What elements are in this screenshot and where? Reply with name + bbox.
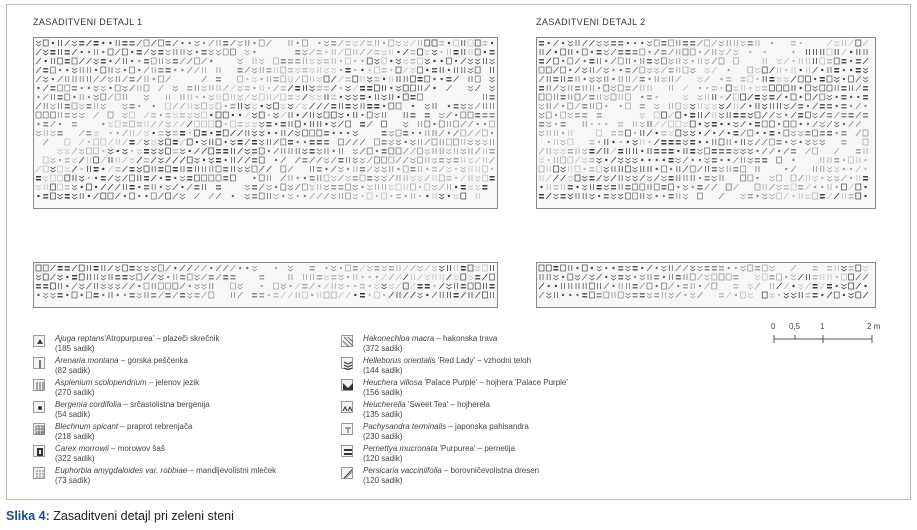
legend-common-name: – mandljevolistni mleček xyxy=(187,466,277,475)
planting-pattern xyxy=(537,263,875,307)
carex-icon xyxy=(33,445,45,457)
legend-common-name: 'Red Lady' – vzhodni teloh xyxy=(435,356,532,365)
euphorbia-icon xyxy=(33,467,45,479)
planting-plan-detail1-section xyxy=(33,262,498,308)
legend-latin-name: Blechnum spicant xyxy=(55,422,119,431)
planting-plan-detail1-elevation xyxy=(33,37,498,209)
legend-count: (82 sadik) xyxy=(55,366,91,375)
legend-species-name xyxy=(55,356,188,365)
planting-plan-detail2-section xyxy=(536,262,876,308)
arenaria-icon xyxy=(33,357,45,369)
legend-latin-name: Heucherella xyxy=(363,400,406,409)
asplenium-icon xyxy=(33,379,45,391)
scale-tick-half: 0,5 xyxy=(789,322,801,331)
legend-species-name xyxy=(55,444,165,453)
detail2-title: ZASADITVENI DETAJL 2 xyxy=(536,17,646,27)
legend-common-name: 'Purpurea' – pernetija xyxy=(437,444,516,453)
legend-common-name: – praprot rebrenjača xyxy=(118,422,193,431)
legend-species-name xyxy=(363,444,515,453)
ajuga-icon xyxy=(33,335,45,347)
heucherella-icon xyxy=(341,401,353,413)
legend-species-name xyxy=(55,334,219,343)
legend-count: (120 sadik) xyxy=(363,454,403,463)
legend-latin-name: Euphorbia amygdaloides var. robbiae xyxy=(55,466,188,475)
legend-count: (185 sadik) xyxy=(55,344,95,353)
scale-bar xyxy=(771,322,881,346)
legend-species-name xyxy=(363,422,529,431)
legend-latin-name: Asplenium scolopendrium xyxy=(55,378,147,387)
pernettya-icon xyxy=(341,445,353,457)
legend-latin-name: Bergenia cordifolia xyxy=(55,400,122,409)
legend-common-name: – japonska pahisandra xyxy=(446,422,529,431)
legend-species-name xyxy=(55,422,192,431)
planting-pattern xyxy=(537,38,875,208)
legend-latin-name: Pachysandra terminalis xyxy=(363,422,447,431)
caption-text: Zasaditveni detajl pri zeleni steni xyxy=(49,509,234,523)
detail1-title: ZASADITVENI DETAJL 1 xyxy=(33,17,143,27)
figure-caption xyxy=(6,509,234,523)
blechnum-icon xyxy=(33,423,45,435)
scale-tick-0: 0 xyxy=(771,322,776,331)
planting-plan-detail2-elevation xyxy=(536,37,876,209)
legend-common-name: – hakonska trava xyxy=(434,334,498,343)
scale-tick-2m: 2 m xyxy=(867,322,881,331)
legend-count: (322 sadik) xyxy=(55,454,95,463)
legend-species-name xyxy=(55,378,199,387)
legend-latin-name: Ajuga reptans xyxy=(55,334,105,343)
legend-count: (156 sadik) xyxy=(363,388,403,397)
scale-tick-1: 1 xyxy=(820,322,825,331)
legend-count: (144 sadik) xyxy=(363,366,403,375)
legend-common-name: – borovničevolistna dresen xyxy=(441,466,540,475)
scale-bar-line xyxy=(771,322,881,346)
legend-latin-name: Pernettya mucronata xyxy=(363,444,438,453)
legend-common-name: 'Palace Purple' – hojhera 'Palace Purple' xyxy=(422,378,568,387)
legend-count: (54 sadik) xyxy=(55,410,91,419)
legend-count: (270 sadik) xyxy=(55,388,95,397)
legend-common-name: – morowov šaš xyxy=(108,444,165,453)
legend-common-name: 'Sweet Tea' – hojherela xyxy=(405,400,490,409)
legend-latin-name: Carex morrowii xyxy=(55,444,109,453)
planting-pattern xyxy=(34,38,497,208)
legend-latin-name: Arenaria montana xyxy=(55,356,119,365)
legend-latin-name: Helleborus orientalis xyxy=(363,356,436,365)
legend-common-name: – jelenov jezik xyxy=(146,378,200,387)
heuchera-icon xyxy=(341,379,353,391)
legend-count: (372 sadik) xyxy=(363,344,403,353)
legend-count: (230 sadik) xyxy=(363,432,403,441)
legend-latin-name: Hakonechloa macra xyxy=(363,334,435,343)
legend-species-name xyxy=(363,378,568,387)
legend-common-name: – srčastolistna bergenija xyxy=(121,400,210,409)
legend-species-name xyxy=(55,466,276,475)
legend-common-name: – gorska peščenka xyxy=(118,356,188,365)
helleborus-icon xyxy=(341,357,353,369)
legend-latin-name: Heuchera villosa xyxy=(363,378,423,387)
legend-latin-name: Persicaria vacciniifolia xyxy=(363,466,442,475)
hakonechloa-icon xyxy=(341,335,353,347)
pachysandra-icon xyxy=(341,423,353,435)
legend-common-name: 'Atropurpurea' – plazeči skrečnik xyxy=(104,334,220,343)
legend-count: (120 sadik) xyxy=(363,476,403,485)
legend-count: (218 sadik) xyxy=(55,432,95,441)
bergenia-icon xyxy=(33,401,45,413)
planting-pattern xyxy=(34,263,497,307)
caption-label: Slika 4: xyxy=(6,509,50,523)
persicaria-icon xyxy=(341,467,353,479)
legend-species-name xyxy=(363,400,490,409)
legend-species-name xyxy=(363,334,497,343)
legend-species-name xyxy=(363,466,539,475)
legend-count: (135 sadik) xyxy=(363,410,403,419)
legend-species-name xyxy=(55,400,210,409)
legend-species-name xyxy=(363,356,531,365)
legend-count: (73 sadik) xyxy=(55,476,91,485)
